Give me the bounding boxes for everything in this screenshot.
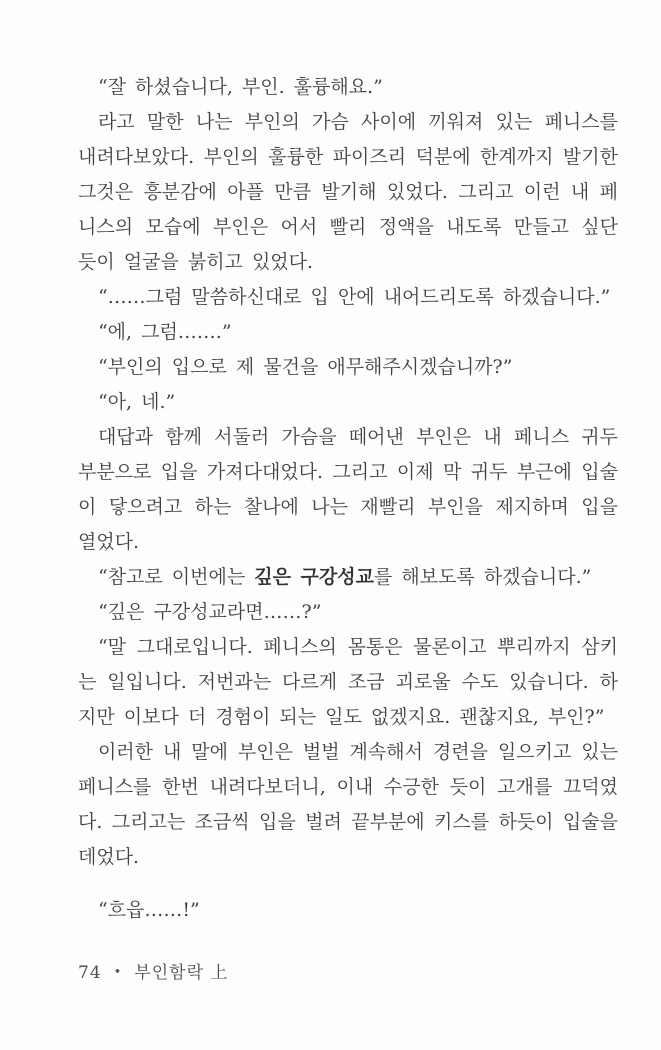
book-title: 부인함락 上 xyxy=(134,963,229,983)
page-footer xyxy=(78,958,228,983)
text-segment: “참고로 이번에는 xyxy=(97,566,255,588)
dialogue-praise xyxy=(78,70,618,105)
text-segment: “깊은 구강성교라면……?” xyxy=(97,601,322,623)
dialogue-gasp xyxy=(78,893,618,928)
bold-phrase: 깊은 구강성교 xyxy=(254,566,374,588)
dialogue-request xyxy=(78,350,618,385)
dialogue-offer xyxy=(78,280,618,315)
dialogue-reply-2 xyxy=(78,385,618,420)
text-segment: “흐읍……!” xyxy=(97,899,200,921)
page-text xyxy=(78,70,618,928)
text-segment: “잘 하셨습니다, 부인. 훌륭해요.” xyxy=(97,76,383,98)
page-number: 74 xyxy=(78,963,102,983)
text-segment: 대답과 함께 서둘러 가슴을 떼어낸 부인은 내 페니스 귀두 부분으로 입을 가져다대었다. 그리고 이제 막 귀두 부근에 입술이 닿으려고 하는 찰나에 나는 재빨리 부인을 제지하며 입을 열었다. xyxy=(78,426,618,553)
dialogue-reply-1 xyxy=(78,315,618,350)
narration-2 xyxy=(78,420,618,560)
narration-3 xyxy=(78,735,618,875)
narration-1 xyxy=(78,105,618,280)
dialogue-explanation xyxy=(78,630,618,735)
text-segment: 이러한 내 말에 부인은 벌벌 계속해서 경련을 일으키고 있는 페니스를 한번 내려다보더니, 이내 수긍한 듯이 고개를 끄덕였다. 그리고는 조금씩 입을 벌려 끝부분에 키스를 하듯이 입술을 데었다. xyxy=(78,741,618,868)
text-segment: “에, 그럼…….” xyxy=(97,321,232,343)
text-segment: “말 그대로입니다. 페니스의 몸통은 물론이고 뿌리까지 삼키는 일입니다. 저번과는 다르게 조금 괴로울 수도 있습니다. 하지만 이보다 더 경험이 되는 일도 없겠지요. 괜찮지요, 부인?” xyxy=(78,636,618,728)
text-segment: “……그럼 말씀하신대로 입 안에 내어드리도록 하겠습니다.” xyxy=(97,286,611,308)
dialogue-question xyxy=(78,595,618,630)
footer-separator: • xyxy=(113,965,123,980)
text-segment: “아, 네.” xyxy=(97,391,176,413)
dialogue-instruction xyxy=(78,560,618,595)
text-segment: 라고 말한 나는 부인의 가슴 사이에 끼워져 있는 페니스를 내려다보았다. 부인의 훌륭한 파이즈리 덕분에 한계까지 발기한 그것은 흥분감에 아플 만큼 발기해 있었다. 그리고 이런 내 페니스의 모습에 부인은 어서 빨리 정액을 내도록 만들고 싶단 듯이 얼굴을 붉히고 있었다. xyxy=(78,111,618,273)
text-segment: “부인의 입으로 제 물건을 애무해주시겠습니까?” xyxy=(97,356,513,378)
text-segment: 를 해보도록 하겠습니다.” xyxy=(373,566,592,588)
